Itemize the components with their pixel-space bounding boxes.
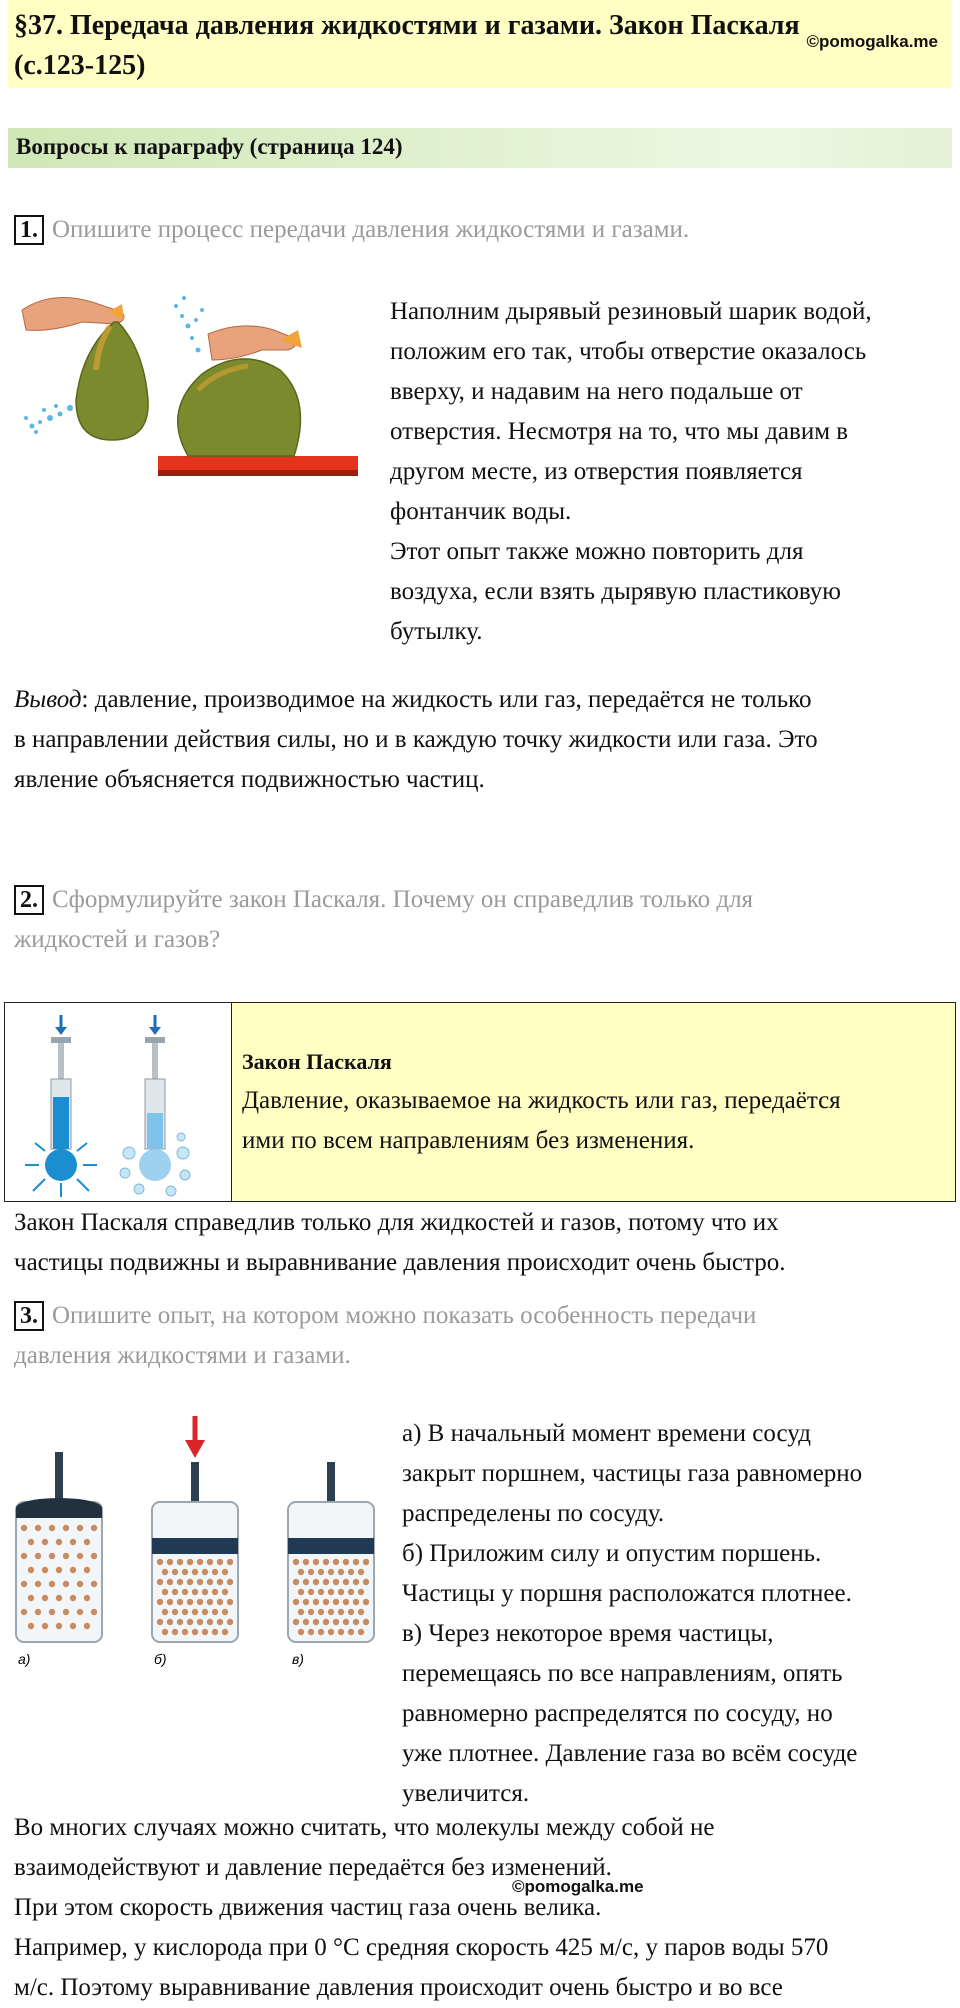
question-1 bbox=[14, 210, 944, 250]
gas-particle bbox=[202, 1569, 208, 1575]
gas-particle bbox=[328, 1569, 334, 1575]
gas-particle bbox=[197, 1599, 203, 1605]
text-line: взаимодействуют и давление передаётся без изменений. bbox=[14, 1854, 612, 1881]
question-3 bbox=[14, 1296, 944, 1376]
gas-particle bbox=[70, 1623, 76, 1629]
text-line: Наполним дырявый резиновый шарик водой, bbox=[390, 298, 872, 325]
gas-particle bbox=[298, 1629, 304, 1635]
gas-particle bbox=[42, 1567, 48, 1573]
text-line: воздуха, если взять дырявую пластиковую bbox=[390, 578, 841, 605]
question-text: Сформулируйте закон Паскаля. Почему он справедлив только для bbox=[52, 886, 754, 913]
gas-particle bbox=[70, 1539, 76, 1545]
gas-particle bbox=[293, 1579, 299, 1585]
text-line: в) Через некоторое время частицы, bbox=[402, 1620, 774, 1647]
gas-particle bbox=[192, 1629, 198, 1635]
gas-particle bbox=[56, 1623, 62, 1629]
gas-particle bbox=[308, 1589, 314, 1595]
text-line: : давление, производимое на жидкость или газ, передаётся не только bbox=[81, 686, 812, 713]
vessel-b bbox=[152, 1462, 238, 1642]
section-heading-bar bbox=[8, 128, 952, 168]
gas-particle bbox=[227, 1619, 233, 1625]
gas-particle bbox=[177, 1599, 183, 1605]
text-line: Этот опыт также можно повторить для bbox=[390, 538, 804, 565]
gas-particle bbox=[35, 1609, 41, 1615]
vessel-c bbox=[288, 1462, 374, 1642]
page-title: §37. Передача давления жидкостями и газами. Закон Паскаля (с.123-125) bbox=[14, 10, 800, 81]
text-line: При этом скорость движения частиц газа очень велика. bbox=[14, 1894, 602, 1921]
text-line: увеличится. bbox=[402, 1780, 530, 1807]
question-number: 3. bbox=[14, 1301, 44, 1331]
gas-particle bbox=[84, 1595, 90, 1601]
gas-particle bbox=[84, 1539, 90, 1545]
gas-particle bbox=[353, 1619, 359, 1625]
gas-particle bbox=[323, 1599, 329, 1605]
q1-description bbox=[390, 292, 950, 652]
gas-particle bbox=[157, 1599, 163, 1605]
gas-particle bbox=[63, 1525, 69, 1531]
text-line: Во многих случаях можно считать, что молекулы между собой не bbox=[14, 1814, 715, 1841]
gas-particle bbox=[70, 1595, 76, 1601]
text-line: отверстия. Несмотря на то, что мы давим в bbox=[390, 418, 849, 445]
syringe-figure bbox=[5, 1003, 231, 1201]
gas-particle bbox=[77, 1553, 83, 1559]
gas-particle bbox=[84, 1567, 90, 1573]
gas-particle bbox=[217, 1579, 223, 1585]
gas-particle bbox=[182, 1569, 188, 1575]
gas-particle bbox=[162, 1609, 168, 1615]
gas-particle bbox=[318, 1589, 324, 1595]
gas-particle bbox=[49, 1553, 55, 1559]
gas-particle bbox=[172, 1589, 178, 1595]
question-text: давления жидкостями и газами. bbox=[14, 1342, 351, 1369]
gas-particle bbox=[318, 1609, 324, 1615]
gas-particle bbox=[182, 1609, 188, 1615]
gas-particle bbox=[28, 1595, 34, 1601]
gas-particle bbox=[28, 1623, 34, 1629]
gas-particle bbox=[167, 1559, 173, 1565]
text-line: другом месте, из отверстия появляется bbox=[390, 458, 803, 485]
gas-particle bbox=[42, 1539, 48, 1545]
gas-particle bbox=[358, 1569, 364, 1575]
gas-particle bbox=[91, 1581, 97, 1587]
gas-particle bbox=[328, 1629, 334, 1635]
gas-particle bbox=[318, 1569, 324, 1575]
gas-particle bbox=[333, 1619, 339, 1625]
text-line: а) В начальный момент времени сосуд bbox=[402, 1420, 811, 1447]
text-line: Давление, оказываемое на жидкость или газ, передаётся bbox=[242, 1087, 841, 1114]
gas-particle bbox=[338, 1629, 344, 1635]
gas-particle bbox=[42, 1595, 48, 1601]
q3-continuation bbox=[14, 1808, 954, 2008]
question-text: жидкостей и газов? bbox=[14, 926, 221, 953]
gas-particle bbox=[197, 1579, 203, 1585]
piston-illustration bbox=[10, 1410, 390, 1670]
gas-particle bbox=[313, 1579, 319, 1585]
figure-label-c: в) bbox=[292, 1651, 304, 1667]
gas-particle bbox=[323, 1619, 329, 1625]
section-heading: Вопросы к параграфу (страница 124) bbox=[16, 134, 403, 159]
gas-particle bbox=[308, 1609, 314, 1615]
question-text: Опишите процесс передачи давления жидкостями и газами. bbox=[52, 216, 690, 243]
gas-particle bbox=[49, 1525, 55, 1531]
gas-particle bbox=[212, 1589, 218, 1595]
gas-particle bbox=[358, 1589, 364, 1595]
text-line: б) Приложим силу и опустим поршень. bbox=[402, 1540, 822, 1567]
watermark: ©pomogalka.me bbox=[806, 32, 938, 51]
gas-particle bbox=[91, 1553, 97, 1559]
gas-particle bbox=[298, 1569, 304, 1575]
gas-particle bbox=[348, 1569, 354, 1575]
gas-particle bbox=[28, 1539, 34, 1545]
gas-particle bbox=[313, 1599, 319, 1605]
figure-label-b: б) bbox=[154, 1651, 167, 1667]
gas-particle bbox=[70, 1567, 76, 1573]
vessel-a bbox=[16, 1452, 102, 1642]
gas-particle bbox=[313, 1559, 319, 1565]
gas-particle bbox=[35, 1581, 41, 1587]
watermark: ©pomogalka.me bbox=[512, 1877, 644, 1896]
gas-particle bbox=[21, 1553, 27, 1559]
gas-particle bbox=[197, 1619, 203, 1625]
gas-particle bbox=[222, 1609, 228, 1615]
gas-particle bbox=[63, 1581, 69, 1587]
gas-particle bbox=[358, 1609, 364, 1615]
gas-particle bbox=[177, 1579, 183, 1585]
pascal-law-definition bbox=[232, 1003, 955, 1201]
gas-particle bbox=[182, 1589, 188, 1595]
gas-particle bbox=[192, 1609, 198, 1615]
gas-particle bbox=[172, 1629, 178, 1635]
question-text: Опишите опыт, на котором можно показать особенность передачи bbox=[52, 1302, 757, 1329]
gas-particle bbox=[172, 1569, 178, 1575]
gas-particle bbox=[338, 1589, 344, 1595]
gas-particle bbox=[91, 1525, 97, 1531]
gas-particle bbox=[177, 1559, 183, 1565]
text-line: Закон Паскаля справедлив только для жидкостей и газов, потому что их bbox=[14, 1209, 779, 1236]
gas-particle bbox=[207, 1559, 213, 1565]
gas-particle bbox=[358, 1629, 364, 1635]
text-line: закрыт поршнем, частицы газа равномерно bbox=[402, 1460, 863, 1487]
gas-particle bbox=[363, 1619, 369, 1625]
gas-particle bbox=[343, 1619, 349, 1625]
gas-particle bbox=[308, 1569, 314, 1575]
gas-particle bbox=[202, 1589, 208, 1595]
q3-description bbox=[402, 1414, 952, 1814]
text-line: м/с. Поэтому выравнивание давления происходит очень быстро и во все bbox=[14, 1974, 783, 2001]
gas-particle bbox=[303, 1559, 309, 1565]
gas-particle bbox=[187, 1579, 193, 1585]
text-line: ими по всем направлениям без изменения. bbox=[242, 1127, 695, 1154]
gas-particle bbox=[49, 1581, 55, 1587]
gas-particle bbox=[318, 1629, 324, 1635]
text-line: перемещаясь по все направлениям, опять bbox=[402, 1660, 843, 1687]
gas-particle bbox=[333, 1579, 339, 1585]
gas-particle bbox=[56, 1539, 62, 1545]
gas-particle bbox=[328, 1589, 334, 1595]
gas-particle bbox=[35, 1525, 41, 1531]
gas-particle bbox=[348, 1589, 354, 1595]
gas-particle bbox=[207, 1599, 213, 1605]
text-line: Например, у кислорода при 0 °С средняя скорость 425 м/с, у паров воды 570 bbox=[14, 1934, 829, 1961]
gas-particle bbox=[192, 1569, 198, 1575]
gas-particle bbox=[303, 1579, 309, 1585]
gas-particle bbox=[363, 1599, 369, 1605]
gas-particle bbox=[298, 1589, 304, 1595]
gas-particle bbox=[56, 1567, 62, 1573]
gas-particle bbox=[353, 1599, 359, 1605]
gas-particle bbox=[172, 1609, 178, 1615]
gas-particle bbox=[323, 1579, 329, 1585]
gas-particle bbox=[182, 1629, 188, 1635]
gas-particle bbox=[162, 1569, 168, 1575]
gas-particle bbox=[63, 1609, 69, 1615]
question-number: 1. bbox=[14, 215, 44, 245]
gas-particle bbox=[343, 1579, 349, 1585]
gas-particle bbox=[338, 1609, 344, 1615]
text-line: бутылку. bbox=[390, 618, 483, 645]
gas-particle bbox=[157, 1559, 163, 1565]
gas-particle bbox=[298, 1609, 304, 1615]
gas-particle bbox=[187, 1559, 193, 1565]
gas-particle bbox=[77, 1581, 83, 1587]
gas-particle bbox=[348, 1629, 354, 1635]
gas-particle bbox=[207, 1619, 213, 1625]
gas-particle bbox=[293, 1599, 299, 1605]
gas-particle bbox=[212, 1629, 218, 1635]
gas-particle bbox=[227, 1579, 233, 1585]
text-line: Частицы у поршня расположатся плотнее. bbox=[402, 1580, 852, 1607]
gas-particle bbox=[222, 1589, 228, 1595]
gas-particle bbox=[187, 1619, 193, 1625]
gas-particle bbox=[353, 1559, 359, 1565]
gas-particle bbox=[328, 1609, 334, 1615]
gas-particle bbox=[77, 1525, 83, 1531]
gas-particle bbox=[56, 1595, 62, 1601]
gas-particle bbox=[84, 1623, 90, 1629]
gas-particle bbox=[217, 1619, 223, 1625]
gas-particle bbox=[167, 1599, 173, 1605]
gas-particle bbox=[343, 1559, 349, 1565]
gas-particle bbox=[217, 1559, 223, 1565]
gas-particle bbox=[202, 1629, 208, 1635]
question-number: 2. bbox=[14, 885, 44, 915]
gas-particle bbox=[222, 1629, 228, 1635]
gas-particle bbox=[333, 1599, 339, 1605]
text-line: фонтанчик воды. bbox=[390, 498, 572, 525]
conclusion-label: Вывод bbox=[14, 686, 82, 713]
gas-particle bbox=[49, 1609, 55, 1615]
gas-particle bbox=[162, 1629, 168, 1635]
gas-particle bbox=[313, 1619, 319, 1625]
gas-particle bbox=[303, 1599, 309, 1605]
box-body bbox=[242, 1081, 942, 1161]
gas-particle bbox=[77, 1609, 83, 1615]
gas-particle bbox=[333, 1559, 339, 1565]
text-line: частицы подвижны и выравнивание давления происходит очень быстро. bbox=[14, 1249, 786, 1276]
gas-particle bbox=[157, 1579, 163, 1585]
gas-particle bbox=[217, 1599, 223, 1605]
gas-particle bbox=[293, 1559, 299, 1565]
gas-particle bbox=[353, 1579, 359, 1585]
gas-particle bbox=[167, 1579, 173, 1585]
gas-particle bbox=[167, 1619, 173, 1625]
gas-particle bbox=[177, 1619, 183, 1625]
gas-particle bbox=[227, 1599, 233, 1605]
box-title: Закон Паскаля bbox=[242, 1049, 392, 1074]
gas-particle bbox=[91, 1609, 97, 1615]
gas-particle bbox=[21, 1581, 27, 1587]
gas-particle bbox=[363, 1559, 369, 1565]
gas-particle bbox=[197, 1559, 203, 1565]
gas-particle bbox=[207, 1579, 213, 1585]
q1-conclusion bbox=[14, 680, 954, 800]
text-line: положим его так, чтобы отверстие оказалось bbox=[390, 338, 867, 365]
gas-particle bbox=[28, 1567, 34, 1573]
gas-particle bbox=[338, 1569, 344, 1575]
text-line: уже плотнее. Давление газа во всём сосуде bbox=[402, 1740, 858, 1767]
syringe-illustration bbox=[5, 1003, 232, 1201]
pascal-law-box bbox=[4, 1002, 956, 1202]
gas-particle bbox=[323, 1559, 329, 1565]
gas-particle bbox=[308, 1629, 314, 1635]
gas-particle bbox=[363, 1579, 369, 1585]
gas-particle bbox=[21, 1525, 27, 1531]
gas-particle bbox=[227, 1559, 233, 1565]
figure-label-a: а) bbox=[18, 1651, 31, 1667]
gas-particle bbox=[303, 1619, 309, 1625]
gas-particle bbox=[293, 1619, 299, 1625]
gas-particle bbox=[63, 1553, 69, 1559]
q2-answer bbox=[14, 1203, 954, 1283]
text-line: в направлении действия силы, но и в каждую точку жидкости или газа. Это bbox=[14, 726, 818, 753]
gas-particle bbox=[343, 1599, 349, 1605]
gas-particle bbox=[35, 1553, 41, 1559]
gas-particle bbox=[162, 1589, 168, 1595]
gas-particle bbox=[222, 1569, 228, 1575]
gas-particle bbox=[187, 1599, 193, 1605]
gas-particle bbox=[21, 1609, 27, 1615]
gas-particle bbox=[157, 1619, 163, 1625]
text-line: вверху, и надавим на него подальше от bbox=[390, 378, 803, 405]
gas-particle bbox=[42, 1623, 48, 1629]
gas-particle bbox=[348, 1609, 354, 1615]
balloon-illustration bbox=[12, 290, 362, 480]
gas-particle bbox=[192, 1589, 198, 1595]
text-line: распределены по сосуду. bbox=[402, 1500, 665, 1527]
gas-particle bbox=[212, 1569, 218, 1575]
gas-particle bbox=[202, 1609, 208, 1615]
question-2 bbox=[14, 880, 944, 960]
text-line: равномерно распределятся по сосуду, но bbox=[402, 1700, 833, 1727]
gas-particle bbox=[212, 1609, 218, 1615]
text-line: явление объясняется подвижностью частиц. bbox=[14, 766, 485, 793]
